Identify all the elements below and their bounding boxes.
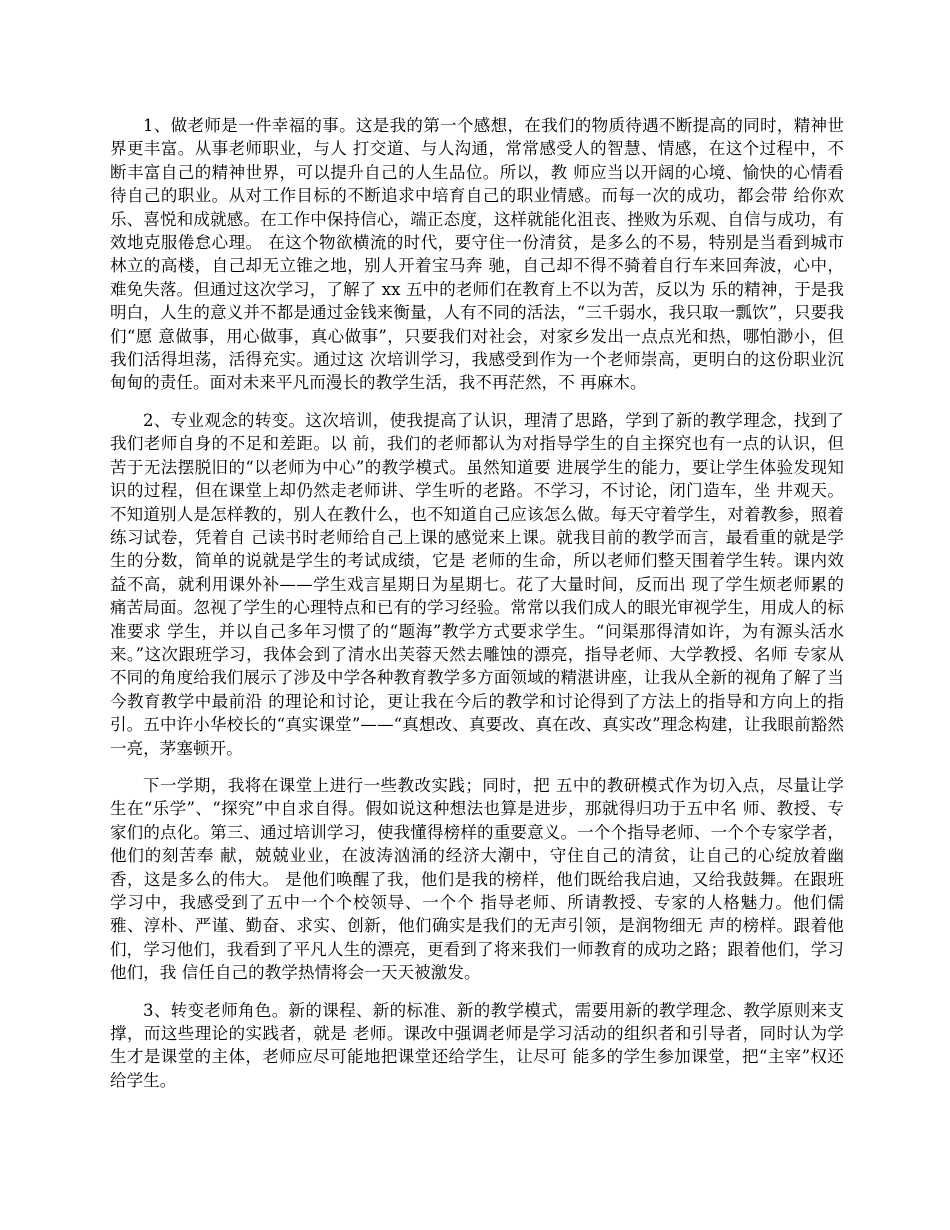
paragraph-concept-change: 2、专业观念的转变。这次培训，使我提高了认识，理清了思路，学到了新的教学理念，找到了我们老师自身的不足和差距。以 前，我们的老师都认为对指导学生的自主探究也有一点的认识，但苦于无法摆脱旧的“以老师为中心”的教学模式。虽然知道要 进展学生的能力，要让学生体验发现知识的过程，但在课堂上却仍然走老师讲、学生听的老路。不学习，不讨论，闭门造车，坐 井观天。不知道别人是怎样教的，别人在教什么，也不知道自己应该怎么做。每天守着学生，对着教参，照着练习试卷，凭着自 己读书时老师给自己上课的感觉来上课。就我目前的教学而言，最看重的就是学生的分数，简单的说就是学生的考试成绩，它是 老师的生命，所以老师们整天围着学生转。课内效益不高，就利用课外补——学生戏言星期日为星期七。花了大量时间，反而出 现了学生烦老师累的痛苦局面。忽视了学生的心理特点和已有的学习经验。常常以我们成人的眼光审视学生，用成人的标准要求 学生，并以自己多年习惯了的“题海”教学方式要求学生。“问渠那得清如许，为有源头活水来。”这次跟班学习，我体会到了清水出芙蓉天然去雕蚀的漂亮，指导老师、大学教授、名师 专家从不同的角度给我们展示了涉及中学各种教育教学多方面领域的精湛讲座，让我从全新的视角了解了当今教育教学中最前沿 的理论和讨论，更让我在今后的教学和讨论得到了方法上的指导和方向上的指引。五中许小华校长的“真实课堂”——“真想改、真要改、真在改、真实改”理念构建，让我眼前豁然一亮，茅塞顿开。 <box>110 410 844 758</box>
paragraph-next-semester: 下一学期，我将在课堂上进行一些教改实践；同时，把 五中的教研模式作为切入点，尽量让学生在“乐学”、“探究”中自求自得。假如说这种想法也算是进步，那就得归功于五中名 师、教授、专家们的点化。第三、通过培训学习，使我懂得榜样的重要意义。一个个指导老师、一个个专家学者，他们的刻苦奉 献，兢兢业业，在波涛汹涌的经济大潮中，守住自己的清贫，让自己的心绽放着幽香，这是多么的伟大。 是他们唤醒了我，他们是我的榜样，他们既给我启迪，又给我鼓舞。在跟班学习中，我感受到了五中一个个校领导、一个个 指导老师、所请教授、专家的人格魅力。他们儒雅、淳朴、严谨、勤奋、求实、创新，他们确实是我们的无声引领，是润物细无 声的榜样。跟着他们，学习他们，我看到了平凡人生的漂亮，更看到了将来我们一师教育的成功之路；跟着他们，学习他们，我 信任自己的教学热情将会一天天被激发。 <box>110 775 844 983</box>
paragraph-teacher-role: 3、转变老师角色。新的课程、新的标准、新的教学模式，需要用新的教学理念、教学原则来支撑，而这些理论的实践者，就是 老师。课改中强调老师是学习活动的组织者和引导者，同时认为学生才是课堂的主体，老师应尽可能地把课堂还给学生，让尽可 能多的学生参加课堂，把“主宰”权还给学生。 <box>110 1000 844 1090</box>
document-body <box>110 114 844 1106</box>
paragraph-happiness: 1、做老师是一件幸福的事。这是我的第一个感想，在我们的物质待遇不断提高的同时，精神世界更丰富。从事老师职业，与人 打交道、与人沟通，常常感受人的智慧、情感，在这个过程中，不断丰富自己的精神世界，可以提升自己的人生品位。所以，教 师应当以开阔的心境、愉快的心情看待自己的职业。从对工作目标的不断追求中培育自己的职业情感。而每一次的成功，都会带 给你欢乐、喜悦和成就感。在工作中保持信心，端正态度，这样就能化沮丧、挫败为乐观、自信与成功，有效地克服倦怠心理。 在这个物欲横流的时代，要守住一份清贫，是多么的不易，特别是当看到城市林立的高楼，自己却无立锥之地，别人开着宝马奔 驰，自己却不得不骑着自行车来回奔波，心中，难免失落。但通过这次学习，了解了 xx 五中的老师们在教育上不以为苦，反以为 乐的精神，于是我明白，人生的意义并不都是通过金钱来衡量，人有不同的活法，“三千弱水，我只取一瓢饮”，只要我们“愿 意做事，用心做事，真心做事”，只要我们对社会，对家乡发出一点点光和热，哪怕渺小，但我们活得坦荡，活得充实。通过这 次培训学习，我感受到作为一个老师崇高，更明白的这份职业沉甸甸的责任。面对未来平凡而漫长的教学生活，我不再茫然，不 再麻木。 <box>110 116 844 393</box>
